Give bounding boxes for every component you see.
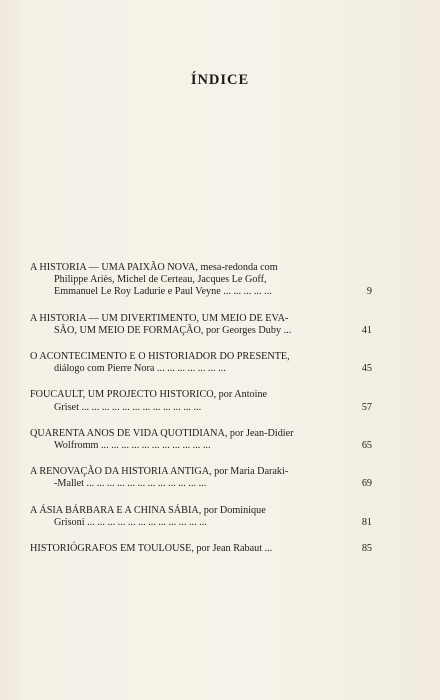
toc-entry-4 (30, 389, 372, 413)
toc-page-number: 41 (361, 324, 372, 336)
toc-page-number: 85 (361, 543, 372, 555)
toc-entry-text: O ACONTECIMENTO E O HISTORIADOR DO PRESENTE, (30, 351, 290, 363)
toc-page-number: 45 (361, 363, 372, 375)
toc-entry-text: FOUCAULT, UM PROJECTO HISTORICO, por Antoine (30, 389, 268, 401)
toc-entry-3 (30, 351, 372, 375)
toc-entry-text: A HISTORIA — UMA PAIXÃO NOVA, mesa-redonda com (30, 262, 278, 273)
toc-entry-text: Wolfromm ... ... ... ... ... ... ... ... ... ... ... (54, 440, 211, 452)
toc-page-number: 69 (361, 478, 372, 490)
toc-page-number: 65 (361, 440, 372, 452)
table-of-contents (30, 262, 372, 569)
toc-entry-2 (30, 313, 372, 337)
toc-entry-text: -Mallet ... ... ... ... ... ... ... ... ... ... ... ... (54, 478, 207, 490)
toc-entry-text: A ÁSIA BÁRBARA E A CHINA SÁBIA, por Dominique (30, 504, 266, 516)
toc-entry-text: diálogo com Pierre Nora ... ... ... ... ... ... ... (54, 363, 226, 375)
page-title: ÍNDICE (190, 72, 250, 88)
toc-entry-text: Emmanuel Le Roy Ladurie e Paul Veyne ... ... ... ... ... (54, 286, 272, 298)
toc-entry-text: Griset ... ... ... ... ... ... ... ... ... ... ... ... (54, 401, 202, 413)
toc-entry-6 (30, 466, 372, 490)
toc-page-number: 81 (361, 516, 372, 528)
toc-entry-1 (30, 262, 372, 299)
toc-entry-text: HISTORIÓGRAFOS EM TOULOUSE, por Jean Rabaut ... (30, 543, 273, 555)
toc-entry-text: QUARENTA ANOS DE VIDA QUOTIDIANA, por Jean-Didier (30, 427, 294, 439)
toc-page-number: 57 (361, 401, 372, 413)
toc-entry-text: A RENOVAÇÃO DA HISTORIA ANTIGA, por Maria Daraki- (30, 466, 289, 478)
toc-entry-8 (30, 543, 372, 555)
toc-entry-5 (30, 428, 372, 452)
toc-entry-text: A HISTORIA — UM DIVERTIMENTO, UM MEIO DE EVA- (30, 312, 289, 324)
toc-entry-7 (30, 505, 372, 529)
toc-page-number: 9 (366, 286, 372, 298)
toc-entry-text: SÃO, UM MEIO DE FORMAÇÃO, por Georges Duby ... (54, 324, 292, 336)
toc-entry-text: Grisoni ... ... ... ... ... ... ... ... ... ... ... ... (54, 516, 207, 528)
toc-entry-text: Philippe Ariès, Michel de Certeau, Jacques Le Goff, (54, 274, 267, 286)
